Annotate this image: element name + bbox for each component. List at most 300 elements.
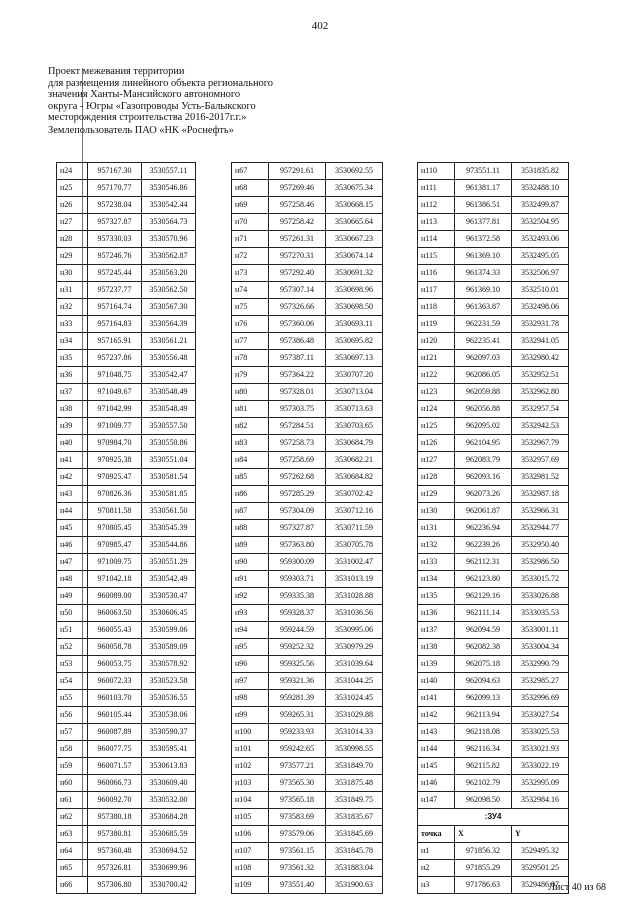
x-coordinate-cell: 959233.93 [269,724,326,741]
point-id-cell: н68 [232,180,269,197]
x-coordinate-cell: 957164.74 [88,299,142,316]
y-coordinate-cell: 3530599.06 [142,622,196,639]
table-row [57,554,196,571]
section-title: :ЗУ4 [418,809,569,826]
y-coordinate-cell: 3531029.88 [326,707,383,724]
point-id-cell: н53 [57,656,88,673]
y-coordinate-cell: 3530536.55 [142,690,196,707]
point-id-cell: н134 [418,571,455,588]
point-id-cell: н126 [418,435,455,452]
y-coordinate-cell: 3530692.55 [326,163,383,180]
point-id-cell: н120 [418,333,455,350]
point-id-cell: н129 [418,486,455,503]
table-row [57,452,196,469]
coordinates-table-1 [56,162,196,894]
x-coordinate-cell: 962061.87 [455,503,512,520]
table-row [418,588,569,605]
point-id-cell: н28 [57,231,88,248]
x-column-header: X [455,826,512,843]
x-coordinate-cell: 971855.29 [455,860,512,877]
table-row [418,537,569,554]
point-id-cell: н125 [418,418,455,435]
x-coordinate-cell: 960105.44 [88,707,142,724]
point-id-cell: н44 [57,503,88,520]
table-row [57,860,196,877]
y-coordinate-cell: 3530556.48 [142,350,196,367]
table-row [57,316,196,333]
table-row [57,197,196,214]
y-coordinate-cell: 3530712.16 [326,503,383,520]
y-coordinate-cell: 3530711.59 [326,520,383,537]
point-id-cell: н51 [57,622,88,639]
y-coordinate-cell: 3530979.29 [326,639,383,656]
x-coordinate-cell: 970826.36 [88,486,142,503]
x-coordinate-cell: 962235.41 [455,333,512,350]
y-coordinate-cell: 3532510.01 [512,282,569,299]
y-coordinate-cell: 3532941.05 [512,333,569,350]
y-coordinate-cell: 3530705.78 [326,537,383,554]
point-id-cell: н55 [57,690,88,707]
point-id-cell: н67 [232,163,269,180]
point-id-cell: н31 [57,282,88,299]
table-row [232,180,383,197]
point-id-cell: н34 [57,333,88,350]
table-row [418,435,569,452]
y-coordinate-cell: 3533001.11 [512,622,569,639]
table-row [232,452,383,469]
x-coordinate-cell: 962104.95 [455,435,512,452]
y-coordinate-cell: 3530542.47 [142,367,196,384]
table-row [232,741,383,758]
x-coordinate-cell: 957238.04 [88,197,142,214]
point-id-cell: н32 [57,299,88,316]
point-id-cell: н87 [232,503,269,520]
point-id-cell: н118 [418,299,455,316]
x-coordinate-cell: 962102.79 [455,775,512,792]
y-coordinate-cell: 3530551.04 [142,452,196,469]
table-row [418,214,569,231]
y-coordinate-cell: 3532986.50 [512,554,569,571]
point-id-cell: н133 [418,554,455,571]
y-coordinate-cell: 3532499.87 [512,197,569,214]
x-coordinate-cell: 962082.38 [455,639,512,656]
y-coordinate-cell: 3532995.09 [512,775,569,792]
x-coordinate-cell: 962094.59 [455,622,512,639]
table-row [232,860,383,877]
table-row [232,486,383,503]
x-coordinate-cell: 959303.71 [269,571,326,588]
header-line: Проект межевания территории [48,66,185,77]
y-coordinate-cell: 3532987.18 [512,486,569,503]
y-coordinate-cell: 3532985.27 [512,673,569,690]
point-id-cell: н119 [418,316,455,333]
x-coordinate-cell: 957262.68 [269,469,326,486]
x-coordinate-cell: 961377.81 [455,214,512,231]
table-row [418,775,569,792]
y-coordinate-cell: 3530563.20 [142,265,196,282]
x-coordinate-cell: 957306.80 [88,877,142,894]
table-row [232,588,383,605]
y-coordinate-cell: 3531044.25 [326,673,383,690]
y-coordinate-cell: 3532996.69 [512,690,569,707]
y-coordinate-cell: 3531013.19 [326,571,383,588]
y-coordinate-cell: 3530995.06 [326,622,383,639]
table-row [57,486,196,503]
table-row [232,639,383,656]
point-id-cell: н115 [418,248,455,265]
coordinates-table-3 [417,162,569,894]
table-row [57,214,196,231]
y-coordinate-cell: 3530606.45 [142,605,196,622]
point-id-cell: н58 [57,741,88,758]
point-id-cell: н74 [232,282,269,299]
x-coordinate-cell: 959265.31 [269,707,326,724]
x-coordinate-cell: 957327.87 [88,214,142,231]
y-coordinate-cell: 3530684.28 [142,809,196,826]
table-row [232,248,383,265]
x-coordinate-cell: 962118.08 [455,724,512,741]
point-id-cell: н35 [57,350,88,367]
point-id-cell: н54 [57,673,88,690]
point-id-cell: н49 [57,588,88,605]
point-id-cell: н112 [418,197,455,214]
point-id-cell: н107 [232,843,269,860]
point-id-cell: н138 [418,639,455,656]
table-row [418,605,569,622]
table-row [57,537,196,554]
y-coordinate-cell: 3531835.67 [326,809,383,826]
x-coordinate-cell: 960066.73 [88,775,142,792]
x-coordinate-cell: 957386.48 [269,333,326,350]
x-coordinate-cell: 960103.70 [88,690,142,707]
table-row [57,673,196,690]
table-row [232,758,383,775]
table-row [57,401,196,418]
x-coordinate-cell: 973561.15 [269,843,326,860]
table-row [57,571,196,588]
document-header [48,66,308,137]
x-coordinate-cell: 970925.47 [88,469,142,486]
table-row [57,265,196,282]
y-coordinate-cell: 3530665.64 [326,214,383,231]
x-coordinate-cell: 962231.59 [455,316,512,333]
y-coordinate-cell: 3533025.53 [512,724,569,741]
point-id-cell: н78 [232,350,269,367]
table-row [418,724,569,741]
table-row [232,282,383,299]
table-row [418,707,569,724]
x-coordinate-cell: 971009.75 [88,554,142,571]
point-id-cell: н116 [418,265,455,282]
point-id-cell: н40 [57,435,88,452]
table-row [418,452,569,469]
x-coordinate-cell: 957328.01 [269,384,326,401]
x-coordinate-cell: 957387.11 [269,350,326,367]
x-coordinate-cell: 973565.18 [269,792,326,809]
x-coordinate-cell: 957258.46 [269,197,326,214]
table-row [418,231,569,248]
point-id-cell: н50 [57,605,88,622]
table-row [57,367,196,384]
table-row [232,724,383,741]
y-coordinate-cell: 3530685.59 [142,826,196,843]
table-row [232,469,383,486]
y-coordinate-cell: 3530713.04 [326,384,383,401]
point-id-cell: н39 [57,418,88,435]
table-row [232,367,383,384]
x-coordinate-cell: 957307.14 [269,282,326,299]
x-coordinate-cell: 961363.87 [455,299,512,316]
header-line: для размещения линейного объекта регионального [48,77,273,89]
x-coordinate-cell: 970805.45 [88,520,142,537]
table-row [232,333,383,350]
point-id-cell: н108 [232,860,269,877]
point-id-cell: н103 [232,775,269,792]
y-coordinate-cell: 3531900.63 [326,877,383,894]
x-coordinate-cell: 957261.31 [269,231,326,248]
table-row [57,741,196,758]
x-coordinate-cell: 959325.56 [269,656,326,673]
point-id-cell: н48 [57,571,88,588]
point-id-cell: н114 [418,231,455,248]
point-id-cell: н141 [418,690,455,707]
x-coordinate-cell: 960055.43 [88,622,142,639]
x-coordinate-cell: 962093.16 [455,469,512,486]
y-coordinate-cell: 3530564.73 [142,214,196,231]
point-id-cell: н59 [57,758,88,775]
point-id-cell: н135 [418,588,455,605]
point-id-cell: н56 [57,707,88,724]
y-coordinate-cell: 3531883.04 [326,860,383,877]
table-row [57,622,196,639]
y-coordinate-cell: 3530530.47 [142,588,196,605]
point-id-cell: н96 [232,656,269,673]
table-row [418,741,569,758]
point-id-cell: н97 [232,673,269,690]
table-row [57,248,196,265]
table-row [57,299,196,316]
table-row [57,350,196,367]
x-coordinate-cell: 962095.02 [455,418,512,435]
x-coordinate-cell: 957237.77 [88,282,142,299]
x-coordinate-cell: 973551.40 [269,877,326,894]
point-id-cell: н145 [418,758,455,775]
y-coordinate-cell: 3532984.16 [512,792,569,809]
table-row [57,418,196,435]
table-row [57,792,196,809]
table-row [57,605,196,622]
y-coordinate-cell: 3530590.37 [142,724,196,741]
y-coordinate-cell: 3532990.79 [512,656,569,673]
point-id-cell: н66 [57,877,88,894]
y-coordinate-cell: 3533026.88 [512,588,569,605]
table-row [418,469,569,486]
x-coordinate-cell: 959321.36 [269,673,326,690]
point-id-cell: н128 [418,469,455,486]
y-coordinate-cell: 3532966.31 [512,503,569,520]
y-coordinate-cell: 3530684.79 [326,435,383,452]
sheet-counter: Лист 40 из 68 [548,882,606,893]
x-coordinate-cell: 957246.76 [88,248,142,265]
y-coordinate-cell: 3530691.32 [326,265,383,282]
table-row [57,231,196,248]
table-row [418,758,569,775]
x-coordinate-cell: 971856.32 [455,843,512,860]
header-line: значения Ханты-Мансийского автономного [48,89,241,101]
table-row [232,418,383,435]
table-row [232,690,383,707]
table-row [418,503,569,520]
table-row [57,503,196,520]
x-coordinate-cell: 973577.21 [269,758,326,775]
x-coordinate-cell: 970984.70 [88,435,142,452]
y-coordinate-cell: 3529495.32 [512,843,569,860]
table-row [418,656,569,673]
x-coordinate-cell: 959244.59 [269,622,326,639]
y-coordinate-cell: 3532493.06 [512,231,569,248]
y-coordinate-cell: 3531835.82 [512,163,569,180]
table-row [232,554,383,571]
point-id-cell: н29 [57,248,88,265]
y-coordinate-cell: 3532931.78 [512,316,569,333]
table-row [232,656,383,673]
table-row [57,707,196,724]
x-coordinate-cell: 957326.66 [269,299,326,316]
y-coordinate-cell: 3530581.85 [142,486,196,503]
point-id-cell: н62 [57,809,88,826]
y-coordinate-cell: 3532506.97 [512,265,569,282]
y-coordinate-cell: 3531002.47 [326,554,383,571]
point-id-cell: н57 [57,724,88,741]
y-coordinate-cell: 3531875.48 [326,775,383,792]
table-row [57,724,196,741]
x-coordinate-cell: 961386.51 [455,197,512,214]
header-line: месторождения строительства 2016-2017г.г.» [48,112,247,124]
y-coordinate-cell: 3530542.49 [142,571,196,588]
header-line: округа - Югры «Газопроводы Усть-Балыкского [48,100,256,112]
x-coordinate-cell: 957258.69 [269,452,326,469]
table-row [418,367,569,384]
point-id-cell: н80 [232,384,269,401]
table-row [232,163,383,180]
y-coordinate-cell: 3533035.53 [512,605,569,622]
table-row [232,792,383,809]
x-coordinate-cell: 957304.09 [269,503,326,520]
y-coordinate-cell: 3531845.78 [326,843,383,860]
table-row [418,673,569,690]
x-coordinate-cell: 970925.38 [88,452,142,469]
y-coordinate-cell: 3530682.21 [326,452,383,469]
x-coordinate-cell: 957165.91 [88,333,142,350]
table-row [232,384,383,401]
point-id-cell: н101 [232,741,269,758]
table-row [418,265,569,282]
y-coordinate-cell: 3532942.53 [512,418,569,435]
table-row [57,435,196,452]
table-row [57,775,196,792]
table-row [57,843,196,860]
table-row [232,843,383,860]
point-id-cell: н144 [418,741,455,758]
table-row [418,333,569,350]
x-coordinate-cell: 973561.32 [269,860,326,877]
table-row [418,248,569,265]
x-coordinate-cell: 962112.31 [455,554,512,571]
table-row [232,520,383,537]
x-coordinate-cell: 973551.11 [455,163,512,180]
table-row [232,809,383,826]
point-id-cell: н142 [418,707,455,724]
x-coordinate-cell: 960063.50 [88,605,142,622]
x-coordinate-cell: 962113.94 [455,707,512,724]
x-coordinate-cell: 973565.30 [269,775,326,792]
x-coordinate-cell: 959281.39 [269,690,326,707]
point-id-cell: н69 [232,197,269,214]
point-id-cell: н89 [232,537,269,554]
point-id-cell: н60 [57,775,88,792]
point-id-cell: н124 [418,401,455,418]
table-row [232,316,383,333]
y-coordinate-cell: 3530699.96 [142,860,196,877]
point-id-cell: н137 [418,622,455,639]
x-coordinate-cell: 960053.75 [88,656,142,673]
x-coordinate-cell: 957292.40 [269,265,326,282]
y-coordinate-cell: 3530695.82 [326,333,383,350]
y-coordinate-cell: 3530578.92 [142,656,196,673]
x-coordinate-cell: 962059.88 [455,384,512,401]
point-id-cell: н81 [232,401,269,418]
y-coordinate-cell: 3531024.45 [326,690,383,707]
y-coordinate-cell: 3530550.86 [142,435,196,452]
x-coordinate-cell: 957363.80 [269,537,326,554]
point-id-cell: н90 [232,554,269,571]
table-row [57,163,196,180]
table-row [418,163,569,180]
y-coordinate-cell: 3530693.11 [326,316,383,333]
table-row [57,639,196,656]
point-id-cell: н1 [418,843,455,860]
y-coordinate-cell: 3530523.58 [142,673,196,690]
table-row [418,792,569,809]
table-row [418,639,569,656]
table-row [418,316,569,333]
x-coordinate-cell: 960077.75 [88,741,142,758]
y-coordinate-cell: 3531849.70 [326,758,383,775]
y-coordinate-cell: 3530562.87 [142,248,196,265]
y-coordinate-cell: 3530546.86 [142,180,196,197]
y-coordinate-cell: 3530703.65 [326,418,383,435]
x-coordinate-cell: 961369.10 [455,248,512,265]
x-coordinate-cell: 957167.30 [88,163,142,180]
x-coordinate-cell: 959252.32 [269,639,326,656]
point-id-cell: н94 [232,622,269,639]
y-coordinate-cell: 3529501.25 [512,860,569,877]
x-coordinate-cell: 957327.87 [269,520,326,537]
x-coordinate-cell: 971048.75 [88,367,142,384]
point-id-cell: н84 [232,452,269,469]
point-id-cell: н47 [57,554,88,571]
y-coordinate-cell: 3533021.93 [512,741,569,758]
x-coordinate-cell: 957258.42 [269,214,326,231]
y-coordinate-cell: 3533022.19 [512,758,569,775]
x-coordinate-cell: 957360.06 [269,316,326,333]
y-coordinate-cell: 3530570.96 [142,231,196,248]
table-row [418,350,569,367]
y-coordinate-cell: 3530561.21 [142,333,196,350]
point-id-cell: н77 [232,333,269,350]
x-coordinate-cell: 970985.47 [88,537,142,554]
point-id-cell: н72 [232,248,269,265]
